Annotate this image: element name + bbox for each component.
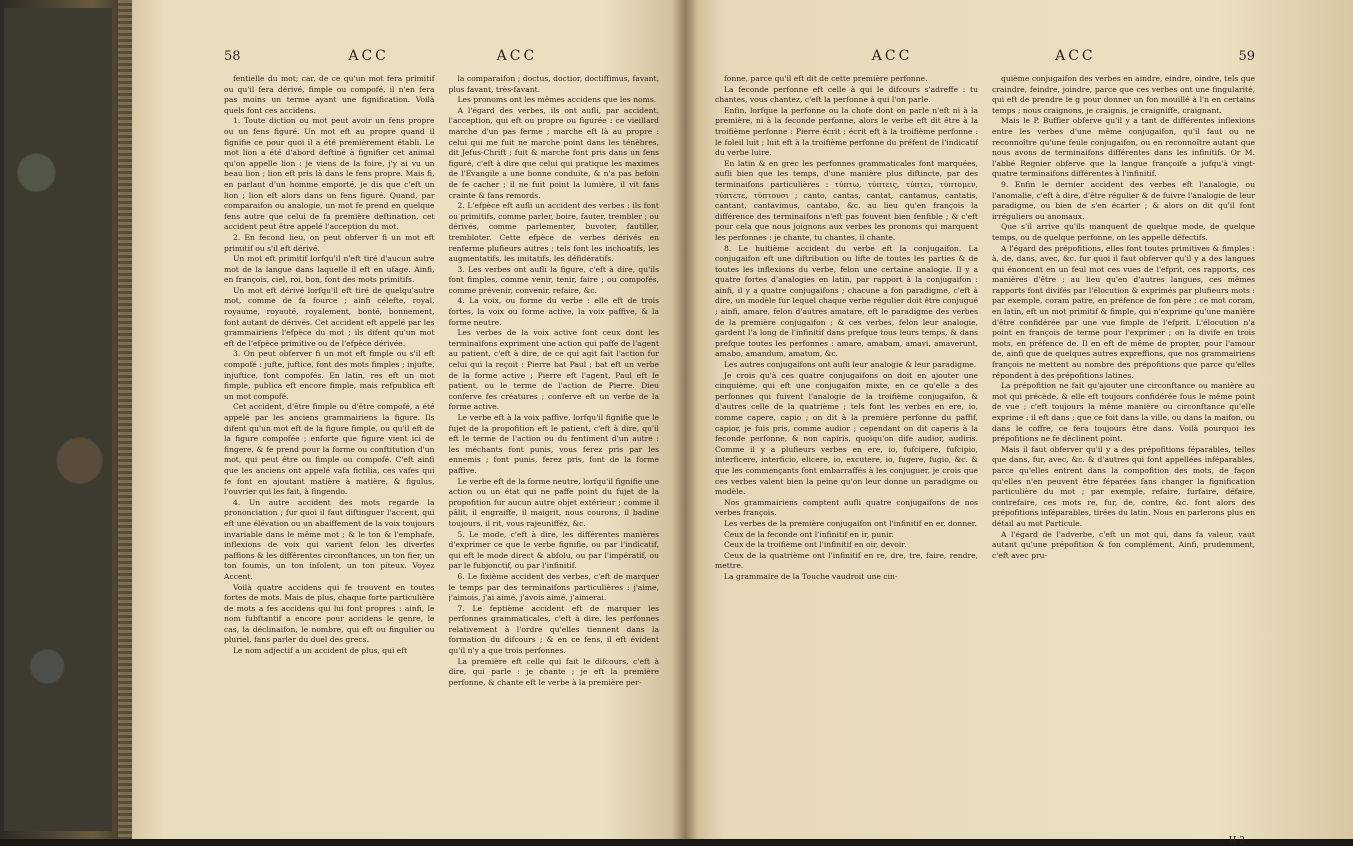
- paragraph: Ceux de la feconde ont l'infinitif en ir, punir.: [724, 529, 894, 539]
- paragraph: Mais il faut obferver qu'il y a des prépofitions féparables, telles que dans, fur, avec, &c. & d'autres qui font appellées inféparables, parce qu'elles entrent dans la compofition des mots, de façon qu'elles n'en peuvent être féparées fans changer la fignification particulière du mot ; par exemple, refaire, furfaire, défaire, contrefaire, ces mots re, fur, de, contre, &c. font alors des prépofitions inféparables, tirées du latin. Nous en parlerons plus en détail au mot Particule.: [992, 444, 1255, 528]
- running-head: ACC: [348, 48, 389, 64]
- text-column: [224, 74, 435, 836]
- paragraph: A l'égard des verbes, ils ont aufli, par accident, l'acception, qui eft ou propre ou figurée : ce vieillard marche d'un pas ferme ; marche eft là au propre : celui qui me fuit ne marche point dans les ténèbres, dit Jefus-Chrift ; fuit & marche font pris dans un fens figuré, c'eft à dire que celui qui pratique les maximes de l'Evangile a une bonne conduite, & n'a pas befoin de fe cacher ; il ne fuit point la lumière, il vit fans crainte & fans remords.: [448, 105, 659, 200]
- paragraph: Je crois qu'à ces quatre conjugaifons on doit en ajouter une cinquième, qui eft une conjugaifon mixte, en ce qu'elle a des perfonnes qui fuivent l'analogie de la troifième conjugaifon, & d'autres celle de la quatrième ; tels font les verbes en ere, io, comme capere, capio ; on dit à la première perfonne du paffif, capior, je fuis pris, comme audior ; cependant on dit caperis à la feconde perfonne, & non capiris, quoiqu'on dife audior, audiris. Comme il y a plufieurs verbes en ere, io, fufcipere, fufcipio, interficere, interficio, elicere, io, excutere, io, fugere, fugio, &c. & que les commençants font embarraffés à les conjuguer, je crois que ces verbes valent bien la peine qu'on leur donne un paradigme ou modèle.: [715, 370, 978, 497]
- paragraph: Ceux de la quatrième ont l'infinitif en re, dre, tre, faire, rendre, mettre.: [715, 550, 978, 571]
- paragraph: Enfin, lorfque la perfonne ou la chofe dont on parle n'eft ni à la première, ni à la feconde perfonne, alors le verbe eft dit être à la troifième perfonne : Pierre écrit ; écrit eft à la troifième perfonne : le foleil luit ; luit eft à la troifième perfonne du préfent de l'indicatif du verbe luire.: [715, 105, 978, 158]
- paragraph: Les autres conjugaifons ont aufli leur analogie & leur paradigme.: [724, 360, 977, 370]
- paragraph: la comparaifon ; doctus, doctior, doctiffimus, favant, plus favant, très-favant.: [448, 74, 659, 94]
- paragraph: 5. Le mode, c'eft à dire, les différentes manières d'exprimer ce que le verbe fignifie, ou par l'indicatif, qui eft le mode direct & abfolu, ou par l'impératif, ou par le fubjonctif, ou par l'infinitif.: [448, 529, 659, 571]
- marbled-endpaper: [4, 8, 112, 831]
- paragraph: Mais le P. Buffier obferve qu'il y a tant de différentes inflexions entre les verbes d'une même conjugaifon, qu'il faut ou ne reconnoître qu'une feule conjugaifon, ou en reconnoître autant que nous avons de terminaifons différentes dans les infinitifs. Or M. l'abbé Regnier obferve que la langue françoife a jufqu'à vingt-quatre terminaifons différentes à l'infinitif.: [992, 116, 1255, 179]
- paragraph: La prépofition ne fait qu'ajouter une circonftance ou manière au mot qui précède, & elle eft toujours confidérée fous le même point de vue ; c'eft toujours la même manière ou circonftance qu'elle exprime : il eft dans ; que ce foit dans la ville, ou dans la maifon, ou dans le coffre, ce fera toujours être dans. Voilà pourquoi les prépofitions ne fe déclinent point.: [992, 381, 1255, 444]
- page-number: 59: [1238, 49, 1255, 64]
- text-column: [992, 74, 1255, 836]
- text-column: [715, 74, 978, 836]
- paragraph: 2. L'efpèce eft aufli un accident des verbes : ils font ou primitifs, comme parler, boire, fauter, trembler ; ou dérivés, comme parlementer, buvoter, fautiller, trembloter. Cette efpèce de verbes dérivés en renferme plufieurs autres ; tels font les inchoatifs, les augmentatifs, les imitatifs, les défidératifs.: [448, 201, 659, 264]
- paragraph: Voilà quatre accidens qui fe trouvent en toutes fortes de mots. Mais de plus, chaque forte particulière de mots a fes accidens qui lui font propres : ainfi, le nom fubftantif a encore pour accidens le genre, le cas, la déclinaifon, le nombre, qui eft ou fingulier ou pluriel, fans parler du duel des grecs.: [224, 582, 435, 645]
- paragraph: Un mot eft dérivé lorfqu'il eft tiré de quelqu'autre mot, comme de fa fource ; ainfi célefte, royal, royaume, royauté, royalement, bonté, bonnement, font autant de dérivés. Cet accident eft appelé par les grammairiens l'efpèce du mot ; ils difent qu'un mot eft de l'efpèce primitive ou de l'efpèce dérivée.: [224, 285, 435, 348]
- paragraph: 8. Le huitième accident du verbe eft la conjugaifon. La conjugaifon eft une diftribution ou lifte de toutes les parties & de toutes les inflexions du verbe, felon une certaine analogie. Il y a quatre fortes d'analogies en latin, par rapport à la conjugaifon : ainfi, il y a quatre conjugaifons ; chacune a fon paradigme, c'eft à dire, un modèle fur lequel chaque verbe régulier doit être conjugué ; ainfi, amare, felon d'autres amatare, eft le paradigme des verbes de la première conjugaifon ; & ces verbes, felon leur analogie, gardent l'a long de l'infinitif dans prefque tous leurs temps, & dans prefque toutes les perfonnes : amare, amabam, amavi, amaverunt, amabo, amandum, amatum, &c.: [715, 243, 978, 359]
- right-page: [685, 0, 1353, 846]
- left-page: [132, 0, 685, 839]
- paragraph: A l'égard de l'adverbe, c'eft un mot qui, dans fa valeur, vaut autant qu'une prépofition & fon complément. Ainfi, prudemment, c'eft avec pru-: [992, 529, 1255, 560]
- paragraph: fentielle du mot; car, de ce qu'un mot fera primitif ou qu'il fera dérivé, fimple ou compofé, il n'en fera pas moins un terme ayant une fignification. Voilà quels font ces accidens.: [224, 74, 435, 115]
- paragraph: quième conjugaifon des verbes en aindre, eindre, oindre, tels que craindre, feindre, joindre, parce que ces verbes ont une fingularité, qui eft de prendre le g pour donner un fon mouillé à l'n en certains temps ; nous craignons, je craignis, je craigniffe, craignant.: [992, 74, 1255, 115]
- paragraph: Le verbe eft de la forme neutre, lorfqu'il fignifie une action ou un état qui ne paffe point du fujet de la propofition fur aucun autre objet extérieur ; comme il pâlit, il engraiffe, il maigrit, nous courons, il badine toujours, il rit, vous rajeunifféz, &c.: [448, 476, 659, 528]
- paragraph: Un mot eft primitif lorfqu'il n'eft tiré d'aucun autre mot de la langue dans laquelle il eft en ufage. Ainfi, en françois, ciel, roi, bon, font des mots primitifs.: [224, 254, 435, 285]
- paragraph: fonne, parce qu'il eft dit de cette première perfonne.: [724, 74, 928, 83]
- paragraph: La grammaire de la Touche vaudroit une cin-: [724, 571, 898, 581]
- paragraph: Ceux de la troifième ont l'infinitif en oir, devoir.: [724, 540, 907, 550]
- paragraph: Cet accident, d'être fimple ou d'être compofé, a été appelé par les anciens grammairiens la figure. Ils difent qu'un mot eft de la figure fimple, ou qu'il eft de la figure compofée ; enforte que figure vient ici de fingere, & fe prend pour la forme ou conftitution d'un mot, qui peut être ou fimple ou compofé. C'eft ainfi que les anciens ont appelé vafa fictilia, ces vafes qui fe font en ajoutant matière à matière, & figulus, l'ouvrier qui les fait, à fingendo.: [224, 402, 435, 497]
- text-column: [449, 74, 660, 836]
- paragraph: Les pronoms ont les mêmes accidens que les noms.: [457, 95, 657, 105]
- paragraph: 2. En fecond lieu, on peut obferver fi un mot eft primitif ou s'il eft dérivé.: [224, 232, 435, 253]
- signature-mark: H 2: [1228, 836, 1245, 846]
- paragraph: La première eft celle qui fait le difcours, c'eft à dire, qui parle : je chante ; je eft la première perfonne, & chante eft le verbe à la première per-: [448, 656, 659, 687]
- paragraph: Les verbes de la première conjugaifon ont l'infinitif en er, donner.: [724, 518, 977, 528]
- paragraph: 7. Le feptième accident eft de marquer les perfonnes grammaticales, c'eft à dire, les perfonnes relativement à l'ordre qu'elles tiennent dans la formation du difcours ; & en ce fens, il eft évident qu'il n'y a que trois perfonnes.: [448, 603, 659, 656]
- paragraph: Le nom adjectif a un accident de plus, qui eft: [233, 646, 408, 656]
- paragraph: 4. Un autre accident des mots regarde la prononciation ; fur quoi il faut diftinguer l'accent, qui eft une élévation ou un abaiffement de la voix toujours invariable dans le même mot ; & le ton & l'emphafe, inflexions de voix qui varient felon les diverfes paffions & les différentes circonftances, un ton fier, un ton foumis, un ton infolent, un ton piteux. Voyez Accent.: [224, 497, 435, 581]
- paragraph: En latin & en grec les perfonnes grammaticales font marquées, aufli bien que les temps, d'une manière plus diftincte, par des terminaifons particulières : τύπτω, τύπτεις, τύπτει, τύπτομεν, τύπτετε, τύπτουσι ; canto, cantas, cantat, cantamus, cantatis, cantant, cantavimus, cantabo, &c. au lieu qu'en françois la différence des terminaifons n'eft pas fouvent bien fenfible ; & c'eft pour cela que nous joignons aux verbes les pronoms qui marquent les perfonnes : je chante, tu chantes, il chante.: [715, 158, 978, 242]
- paragraph: 6. Le fixième accident des verbes, c'eft de marquer le temps par des terminaifons particulières : j'aime, j'aimois, j'ai aimé, j'avois aimé, j'aimerai.: [448, 571, 659, 603]
- paragraph: 3. Les verbes ont aufli la figure, c'eft à dire, qu'ils font fimples, comme venir, tenir, faire ; ou compofés, comme prévenir, convenir, refaire, &c.: [448, 264, 659, 295]
- paragraph: 4. La voix, ou forme du verbe : elle eft de trois fortes, la voix ou forme active, la voix paffive, & la forme neutre.: [448, 296, 659, 327]
- page-number: 58: [224, 49, 241, 64]
- running-head: ACC: [496, 48, 538, 64]
- paragraph: Que s'il arrive qu'ils manquent de quelque mode, de quelque temps, ou de quelque perfonne, on les appelle défectifs.: [992, 222, 1255, 242]
- paragraph: 1. Toute diction ou mot peut avoir un fens propre ou un fens figuré. Un mot eft au propre quand il fignifie ce pour quoi il a été premièrement établi. Le mot lion a été d'abord deftiné à fignifier cet animal qu'on appelle lion : je viens de la foire, j'y ai vu un beau lion ; lion eft pris là dans le fens propre. Mais fi, en parlant d'un homme emporté, je dis que c'eft un lion ; lion eft alors dans un fens figuré. Quand, par comparaifon ou analogie, un mot fe prend en quelque fens autre que celui de fa première deftination, cet accident peut être appelé l'acception du mot.: [224, 116, 435, 232]
- paragraph: Nos grammairiens comptent aufli quatre conjugaifons de nos verbes françois.: [715, 497, 978, 518]
- left-page-header: [224, 48, 659, 68]
- paragraph: 3. On peut obferver fi un mot eft fimple ou s'il eft compofé : jufte, juftice, font des mots fimples ; injufte, injuftice, font compofés. En latin, res eft un mot fimple, publica eft encore fimple, mais refpublica eft un mot compofé.: [224, 349, 435, 401]
- running-head: ACC: [871, 48, 913, 64]
- paragraph: Les verbes de la voix active font ceux dont les terminaifons expriment une action qui paffe de l'agent au patient, c'eft à dire, de ce qui agit fait l'action fur celui qui la reçoit : Pierre bat Paul ; bat eft un verbe de la forme active ; Pierre eft l'agent, Paul eft le patient, ou le terme de l'action de Pierre. Dieu conferve fes créatures ; conferve eft un verbe de la forme active.: [448, 328, 659, 412]
- book-gutter: [672, 0, 698, 839]
- running-head: ACC: [1055, 48, 1096, 64]
- right-page-header: [715, 48, 1255, 68]
- paragraph: 9. Enfin le dernier accident des verbes eft l'analogie, ou l'anomalie, c'eft à dire, d'être régulier & de fuivre l'analogie de leur paradigme, ou bien de s'en écarter ; & alors on dit qu'il font irréguliers ou anomaux.: [992, 179, 1255, 221]
- paragraph: Le verbe eft à la voix paffive, lorfqu'il fignifie que le fujet de la propofition eft le patient, c'eft à dire, qu'il eft le terme de l'action ou du fentiment d'un autre : les méchants font punis, vous ferez pris par les ennemis ; font punis, ferez pris, font de la forme paffive.: [448, 413, 659, 475]
- book-cover: [0, 0, 132, 839]
- paragraph: A l'égard des prépofitions, elles font toutes primitives & fimples : à, de, dans, avec, &c. fur quoi il faut obferver qu'il y a des langues qui énoncent en un feul mot ces vues de l'efprit, ces rapports, ces manières d'être ; au lieu qu'en d'autres langues, ces mêmes rapports font divifés par l'élocution & exprimés par plufieurs mots : par exemple, coram patre, en préfence de fon père ; ce mot coram, en latin, eft un mot primitif & fimple, qui n'exprime qu'une manière d'être confidérée par une vue fimple de l'efprit. L'élocution n'a point en françois de terme pour l'exprimer ; on la divife en trois mots, en préfence de. Il en eft de même de propter, pour l'amour de, ainfi que de quelques autres expreffions, que nos grammairiens françois ne mettent au nombre des prépofitions que parce qu'elles répondent à des prépofitions latines.: [992, 243, 1255, 380]
- paragraph: La feconde perfonne eft celle à qui le difcours s'adreffe : tu chantes, vous chantez, c'eft la perfonne à qui l'on parle.: [715, 84, 978, 105]
